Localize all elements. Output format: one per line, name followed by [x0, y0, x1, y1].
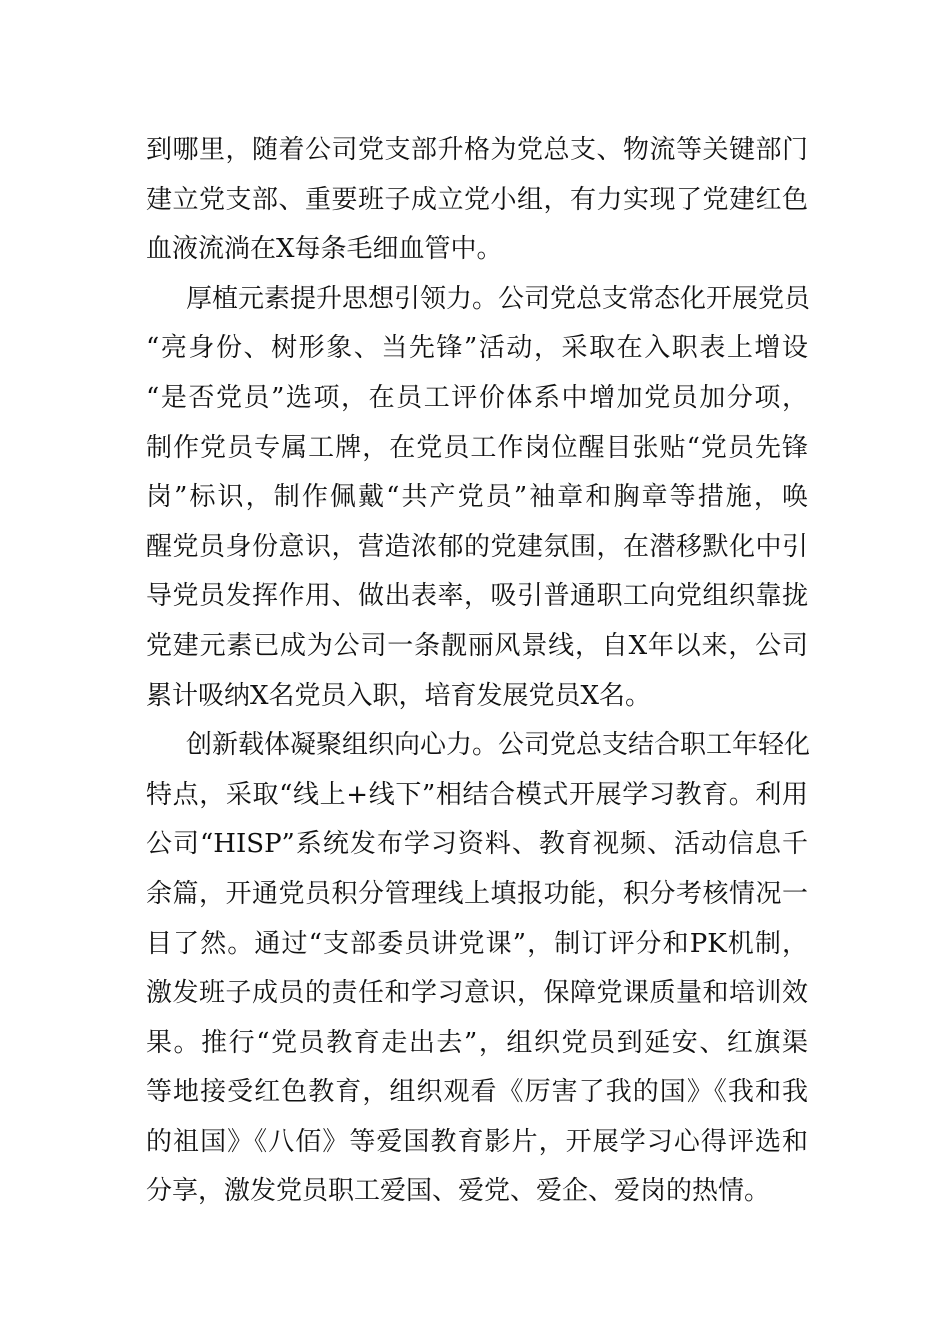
- text-line: 党建元素已成为公司一条靓丽风景线，自X年以来，公司: [146, 630, 808, 661]
- text-line: “亮身份、树形象、当先锋”活动，采取在入职表上增设: [146, 333, 808, 364]
- text-line: “是否党员”选项，在员工评价体系中增加党员加分项，: [146, 382, 808, 413]
- paragraph-2: [146, 275, 811, 721]
- text-line: 厚植元素提升思想引领力。公司党总支常态化开展党员: [186, 283, 811, 314]
- text-line: 激发班子成员的责任和学习意识，保障党课质量和培训效: [146, 978, 808, 1009]
- text-line: 建立党支部、重要班子成立党小组，有力实现了党建红色: [146, 184, 808, 215]
- text-line: 醒党员身份意识，营造浓郁的党建氛围，在潜移默化中引: [146, 531, 808, 562]
- text-line: 余篇，开通党员积分管理线上填报功能，积分考核情况一: [146, 878, 808, 909]
- text-line: 的祖国》《八佰》等爱国教育影片，开展学习心得评选和: [146, 1126, 808, 1157]
- text-line: 制作党员专属工牌，在党员工作岗位醒目张贴“党员先锋: [146, 432, 808, 463]
- text-line: 到哪里，随着公司党支部升格为党总支、物流等关键部门: [146, 135, 808, 165]
- paragraph-1: [146, 126, 808, 275]
- text-line: 公司“HISP”系统发布学习资料、教育视频、活动信息千: [146, 829, 808, 860]
- text-line: 岗”标识，制作佩戴“共产党员”袖章和胸章等措施，唤: [146, 482, 808, 513]
- text-line: 分享，激发党员职工爱国、爱党、爱企、爱岗的热情。: [146, 1176, 771, 1207]
- text-line: 血液流淌在X每条毛细血管中。: [146, 234, 503, 265]
- text-line: 目了然。通过“支部委员讲党课”，制订评分和PK机制，: [146, 928, 808, 959]
- text-line: 累计吸纳X名党员入职，培育发展党员X名。: [146, 680, 652, 711]
- text-line: 导党员发挥作用、做出表率，吸引普通职工向党组织靠拢: [146, 581, 808, 612]
- text-line: 等地接受红色教育，组织观看《厉害了我的国》《我和我: [146, 1077, 808, 1108]
- text-line: 果。推行“党员教育走出去”，组织党员到延安、红旗渠: [146, 1027, 808, 1058]
- text-line: 创新载体凝聚组织向心力。公司党总支结合职工年轻化: [186, 730, 811, 761]
- paragraph-3: [146, 721, 811, 1217]
- document-body: [146, 126, 811, 1217]
- text-line: 特点，采取“线上+线下”相结合模式开展学习教育。利用: [146, 779, 808, 810]
